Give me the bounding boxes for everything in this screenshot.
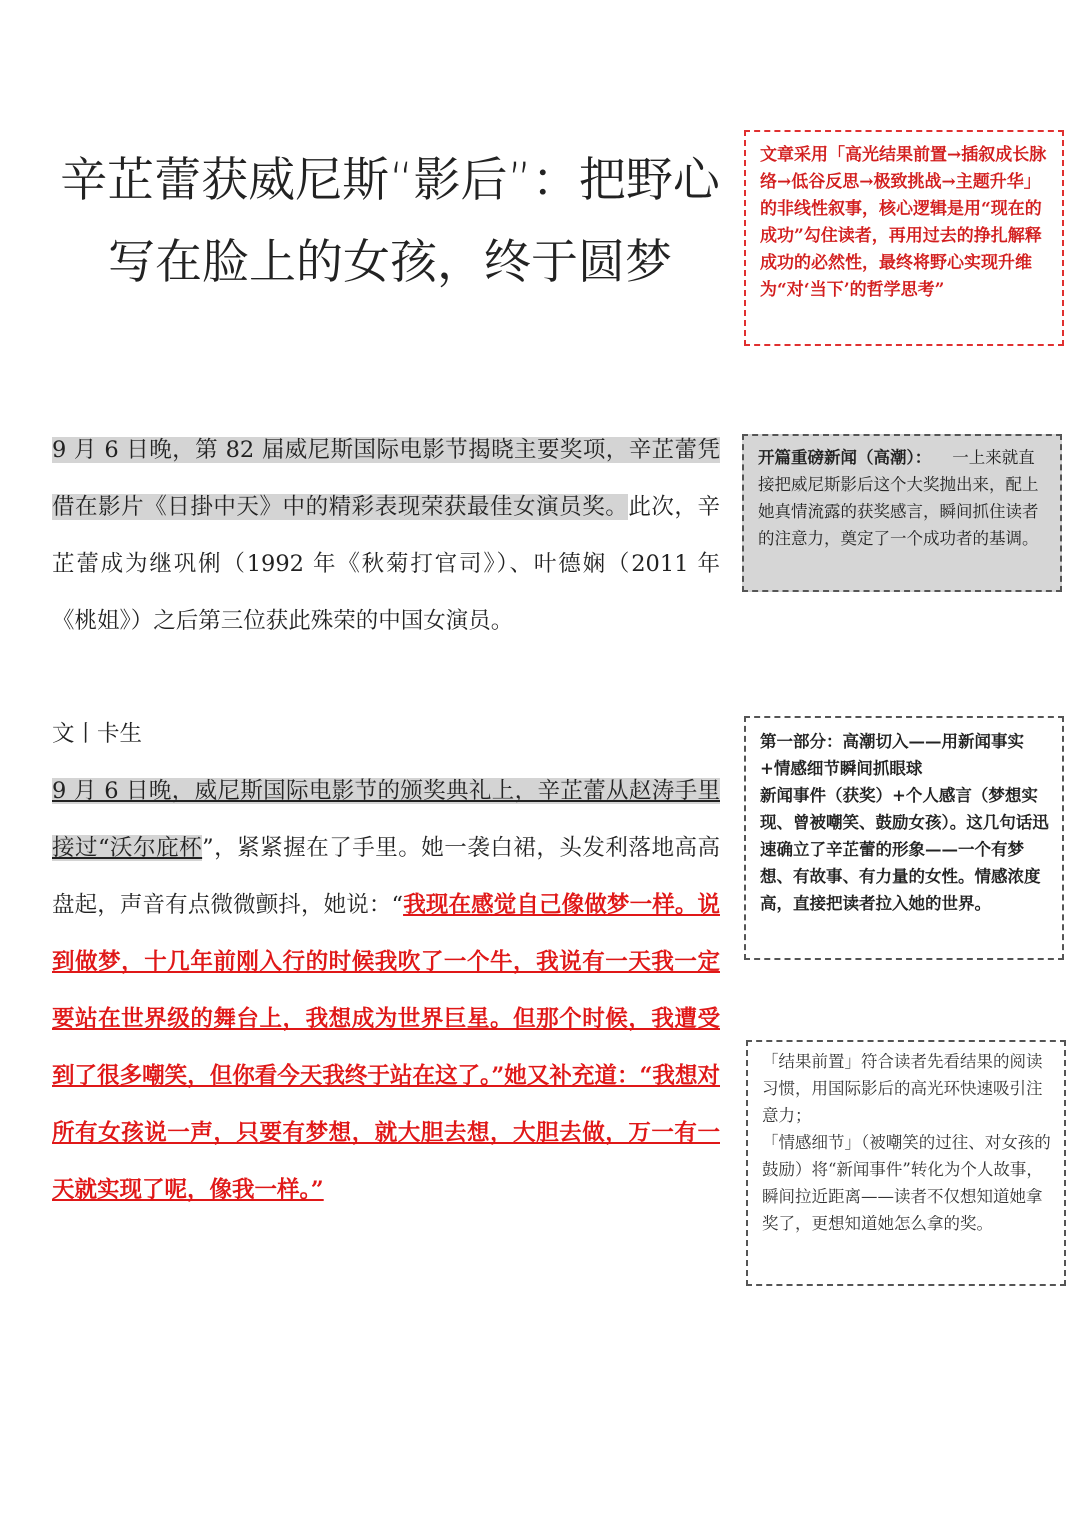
part1-annotation: 第一部分：高潮切入——用新闻事实+情感细节瞬间抓眼球 新闻事件（获奖）+个人感言（梦想实现、曾被嘲笑、鼓励女孩）。这几句话迅速确立了辛芷蕾的形象——一个有梦想、有故事、有力量的女性。情感浓度高，直接把读者拉入她的世界。 <box>744 716 1064 960</box>
body-mid: ”，紧紧握在了手里。她一袭白裙，头发利落地高高盘起，声音有点微微颤抖，她说：“ <box>52 835 720 918</box>
opening-annotation <box>742 434 1062 592</box>
structure-annotation: 文章采用「高光结果前置→插叙成长脉络→低谷反思→极致挑战→主题升华」的非线性叙事，核心逻辑是用“现在的成功”勾住读者，再用过去的挣扎解释成功的必然性，最终将野心实现升维为“对‘当下’的哲学思考” <box>744 130 1064 346</box>
intro-paragraph <box>52 422 720 650</box>
byline: 文丨卡生 <box>52 721 143 747</box>
intro-rest: 此次，辛芷蕾成为继巩俐（1992 年《秋菊打官司》）、叶德娴（2011 年《桃姐》）之后第三位获此殊荣的中国女演员。 <box>52 494 720 634</box>
body-lead: 9 月 6 日晚，威尼斯国际电影节的颁奖典礼上，辛芷蕾从赵涛手里接过“沃尔庇杯 <box>52 778 720 861</box>
opening-annotation-body: 一上来就直接把威尼斯影后这个大奖抛出来，配上她真情流露的获奖感言，瞬间抓住读者的注意力，奠定了一个成功者的基调。 <box>758 448 1039 548</box>
intro-highlight: 9 月 6 日晚，第 82 届威尼斯国际电影节揭晓主要奖项，辛芷蕾凭借在影片《日掛中天》中的精彩表现荣获最佳女演员奖。 <box>52 437 720 520</box>
article-title: 辛芷蕾获威尼斯“影后”：把野心写在脸上的女孩，终于圆梦 <box>60 153 720 290</box>
acceptance-quote: 我现在感觉自己像做梦一样。说到做梦，十几年前刚入行的时候我吹了一个牛，我说有一天我一定要站在世界级的舞台上，我想成为世界巨星。但那个时候，我遭受到了很多嘲笑，但你看今天我终于站在这了。”她又补充道：“我想对所有女孩说一声，只要有梦想，就大胆去想，大胆去做，万一有一天就实现了呢，像我一样。” <box>52 892 720 1203</box>
opening-annotation-lead: 开篇重磅新闻（高潮）： <box>758 448 932 467</box>
body-paragraph <box>52 763 720 1219</box>
result-first-annotation: 「结果前置」符合读者先看结果的阅读习惯，用国际影后的高光环快速吸引注意力； 「情感细节」（被嘲笑的过往、对女孩的鼓励）将“新闻事件”转化为个人故事，瞬间拉近距离——读者不仅想知道她拿奖了，更想知道她怎么拿的奖。 <box>746 1040 1066 1286</box>
